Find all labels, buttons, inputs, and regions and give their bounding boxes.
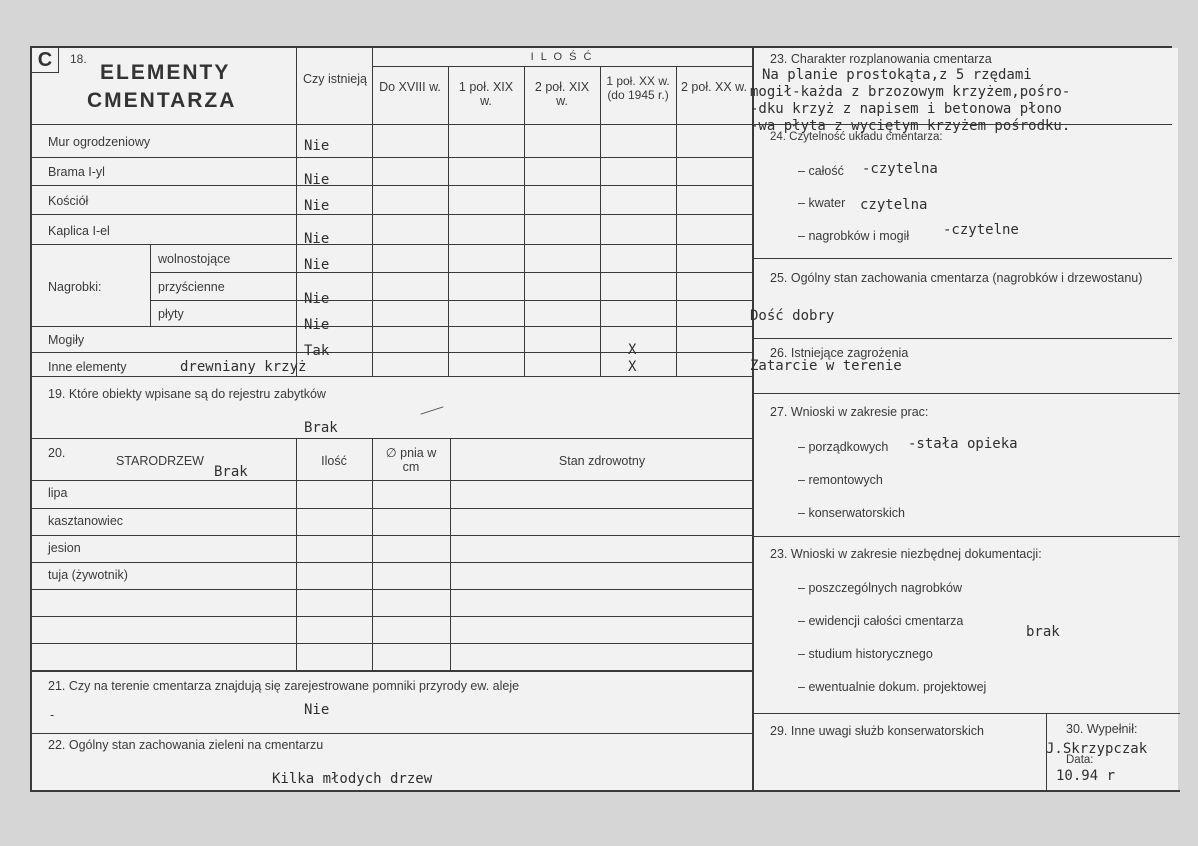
tree-row: lipa: [48, 486, 68, 500]
answer-24: -czytelna: [862, 161, 938, 177]
answer-28: brak: [1026, 624, 1060, 640]
q28-item: studium historycznego: [808, 647, 933, 661]
mark-x: X: [628, 359, 637, 375]
question-21: 21. Czy na terenie cmentarza znajdują się zarejestrowane pomniki przyrody ew. aleje: [48, 679, 520, 693]
starodrzew-answer: Brak: [214, 464, 248, 480]
answer-27: -stała opieka: [908, 436, 1018, 452]
question-26: 26. Istniejące zagrożenia: [770, 346, 909, 360]
answer-23-line: -dku krzyż z napisem i betonowa płono: [750, 101, 1062, 117]
question-30: 30. Wypełnił:: [1066, 722, 1138, 736]
row-label: Kaplica I-el: [48, 224, 110, 238]
answer-21-dash: -: [50, 708, 55, 722]
tree-row: jesion: [48, 541, 81, 555]
col-czy-istnieja: Czy istnieją: [303, 72, 367, 86]
row-value: Nie: [304, 317, 330, 333]
mark-x: X: [628, 342, 637, 358]
question-22: 22. Ogólny stan zachowania zieleni na cmentarzu: [48, 738, 324, 752]
q27-item: remontowych: [808, 473, 883, 487]
row-value: Tak: [304, 343, 330, 359]
answer-30: J.Skrzypczak: [1046, 741, 1148, 757]
inne-elementy-typed: drewniany krzyż: [180, 359, 307, 375]
row-value: Nie: [304, 257, 330, 273]
row-label: Inne elementy: [48, 360, 127, 374]
q24-item: kwater: [808, 196, 846, 210]
row-label: Kościół: [48, 194, 89, 208]
col-2pol-xx: 2 poł. XX w.: [680, 80, 747, 94]
record-card: C 18. ELEMENTY CMENTARZA Czy istnieją I L O Ś Ć Do XVIII w. 1 poł. XIX w. 2 poł. XIX w. 1 poł. XX w. (do 1945 r.) 2 poł. XX w. Mur ogrodzeniowy Nie Brama I-yl Nie Kościół Nie Kaplica I-el Nie Nagrobki: wolnostojące Nie przyścienne Nie płyty Nie Mogiły Tak Inne elementy drewniany krzyż X X 19. Które obiekty wpisane są do rejestru zabytków Brak 20. STARODRZEW Brak Ilość ∅ pnia w cm Stan zdrowotny lipa kasztanowiec jesion tuja (żywotnik) 21. Czy na terenie cmentarza znajdują się zarejestrowane pomniki przyrody ew. aleje - Nie 22. Ogólny stan zachowania zieleni na cmentarzu Kilka młodych drzew 23. Charakter rozplanowania cmentarza Na planie prostokąta,z 5 rzędami mogił-każda z brzozowym krzyżem,pośro- -dku krzyż z napisem i betonowa płono -wa płyta z wyciętym krzyżem pośrodku. 24. Czytelność układu cmentarza: – całość -czytelna – kwater czytelna – nagrobków i mogił -czytelne 25. Ogólny stan zachowania cmentarza (nagrobków i drzewostanu) Dość dobry 26. Istniejące zagrożenia Zatarcie w terenie 27. Wnioski w zakresie prac: – porządkowych -stała opieka – remontowych – konserwatorskich 23. Wnioski w zakresie niezbędnej dokumentacji: – poszczególnych nagrobków – ewidencji całości cmentarza brak – studium historycznego – ewentualnie dokum. projektowej 29. Inne uwagi służb konserwatorskich 30. Wypełnił: J.Skrzypczak Data: 10.94 r: [0, 0, 1198, 846]
answer-25: Dość dobry: [750, 308, 835, 324]
col-do-xviii: Do XVIII w.: [379, 80, 441, 94]
row-label: Brama I-yl: [48, 165, 105, 179]
col-pnia: ∅ pnia w cm: [385, 446, 437, 474]
answer-23-line: -wa płyta z wyciętym krzyżem pośrodku.: [750, 118, 1071, 134]
row-value: Nie: [304, 138, 330, 154]
col-1pol-xx: 1 poł. XX w. (do 1945 r.): [606, 74, 670, 102]
data-label: Data:: [1066, 754, 1094, 766]
row-label: Mur ogrodzeniowy: [48, 135, 151, 149]
question-23: 23. Charakter rozplanowania cmentarza: [770, 52, 992, 66]
col-stan-zdrowotny: Stan zdrowotny: [558, 454, 646, 468]
question-19: 19. Które obiekty wpisane są do rejestru zabytków: [48, 387, 326, 401]
section-18-number: 18.: [70, 52, 87, 66]
nagrobki-label: Nagrobki:: [48, 280, 102, 294]
q24-item: całość: [808, 164, 844, 178]
row-value: Nie: [304, 198, 330, 214]
q28-item: poszczególnych nagrobków: [808, 581, 963, 595]
title-line-1: ELEMENTY: [100, 61, 231, 84]
row-value: Nie: [304, 291, 330, 307]
corner-letter: C: [32, 48, 59, 73]
question-25: 25. Ogólny stan zachowania cmentarza (nagrobków i drzewostanu): [770, 271, 1143, 285]
answer-21: Nie: [304, 702, 330, 718]
title-line-2: CMENTARZA: [87, 89, 237, 112]
data-value: 10.94 r: [1056, 768, 1116, 784]
ilosc-header: I L O Ś Ć: [530, 51, 594, 63]
question-24: 24. Czytelność układu cmentarza:: [770, 131, 943, 143]
tree-row: tuja (żywotnik): [48, 568, 128, 582]
answer-24: -czytelne: [943, 222, 1019, 238]
question-27: 27. Wnioski w zakresie prac:: [770, 405, 929, 419]
q28-item: ewidencji całości cmentarza: [808, 614, 964, 628]
section-20-number: 20.: [48, 446, 66, 460]
right-sheet: [754, 48, 1178, 790]
question-29: 29. Inne uwagi służb konserwatorskich: [770, 724, 985, 738]
col-1pol-xix: 1 poł. XIX w.: [458, 80, 514, 108]
starodrzew-label: STARODRZEW: [116, 454, 204, 468]
answer-23-line: mogił-każda z brzozowym krzyżem,pośro-: [750, 84, 1071, 100]
row-label: przyścienne: [158, 280, 225, 294]
q24-item: nagrobków i mogił: [808, 229, 910, 243]
row-value: Nie: [304, 231, 330, 247]
row-label: wolnostojące: [158, 252, 231, 266]
question-28: 23. Wnioski w zakresie niezbędnej dokumentacji:: [770, 547, 1042, 561]
col-ilosc: Ilość: [321, 454, 347, 468]
q27-item: porządkowych: [808, 440, 889, 454]
answer-23-line: Na planie prostokąta,z 5 rzędami: [762, 67, 1032, 83]
row-label: płyty: [158, 307, 184, 321]
row-label: Mogiły: [48, 333, 85, 347]
row-value: Nie: [304, 172, 330, 188]
tree-row: kasztanowiec: [48, 514, 124, 528]
answer-22: Kilka młodych drzew: [272, 771, 433, 787]
answer-24: czytelna: [860, 197, 928, 213]
q27-item: konserwatorskich: [808, 506, 906, 520]
answer-19: Brak: [304, 420, 338, 436]
col-2pol-xix: 2 poł. XIX w.: [534, 80, 590, 108]
q28-item: ewentualnie dokum. projektowej: [808, 680, 987, 694]
answer-26: Zatarcie w terenie: [750, 358, 902, 374]
